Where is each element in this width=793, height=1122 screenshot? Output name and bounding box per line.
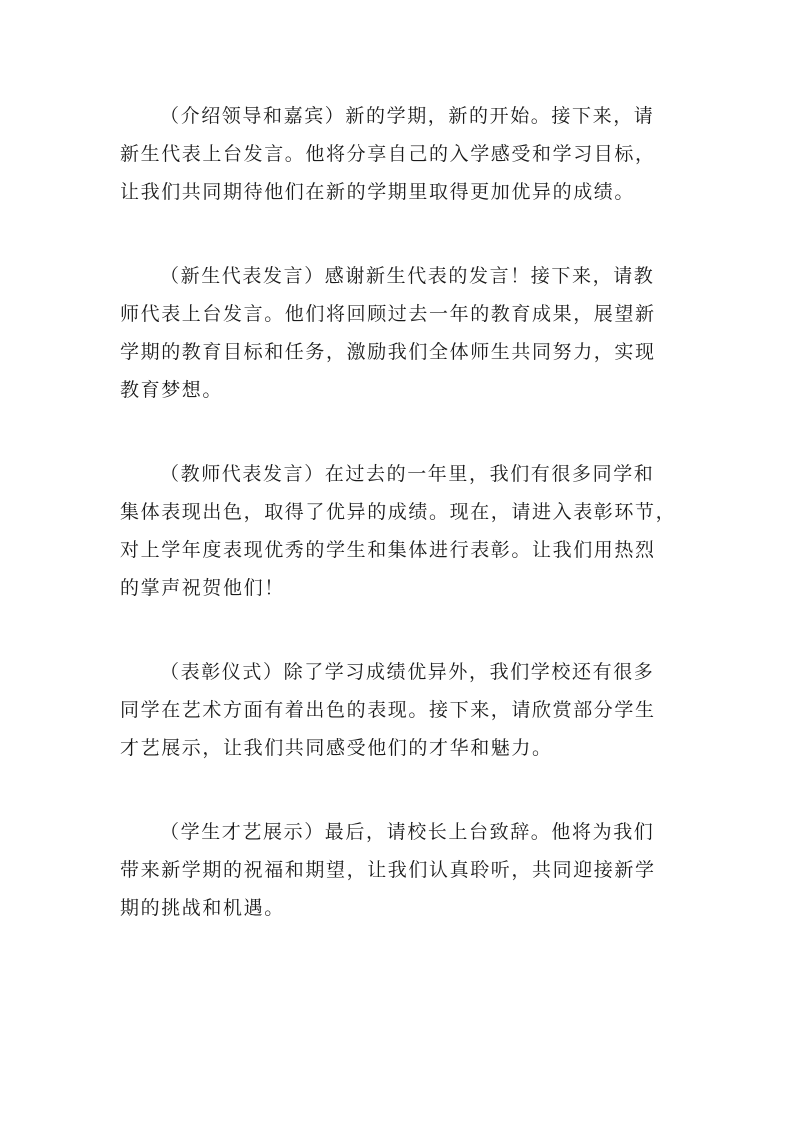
paragraph-line: 新生代表上台发言。他将分享自己的入学感受和学习目标，: [120, 143, 656, 165]
paragraph-line: 的掌声祝贺他们！: [120, 577, 285, 599]
paragraph-line: 学期的教育目标和任务，激励我们全体师生共同努力，实现: [120, 341, 656, 363]
paragraph-line: （新生代表发言）感谢新生代表的发言！接下来，请教: [160, 265, 655, 287]
paragraph-line: （表彰仪式）除了学习成绩优异外，我们学校还有很多: [160, 661, 655, 683]
paragraph-line: 对上学年度表现优秀的学生和集体进行表彰。让我们用热烈: [120, 539, 656, 561]
paragraph-line: 让我们共同期待他们在新的学期里取得更加优异的成绩。: [120, 181, 636, 203]
paragraph-talent-show: [120, 813, 676, 927]
paragraph-line: 才艺展示，让我们共同感受他们的才华和魅力。: [120, 737, 553, 759]
paragraph-line: 教育梦想。: [120, 379, 224, 401]
paragraph-new-student-speech: [120, 257, 676, 409]
paragraph-line: （教师代表发言）在过去的一年里，我们有很多同学和: [160, 463, 655, 485]
paragraph-award-ceremony: [120, 653, 676, 767]
paragraph-introduce-guests: [120, 97, 676, 211]
paragraph-teacher-speech: [120, 455, 676, 607]
paragraph-line: （介绍领导和嘉宾）新的学期，新的开始。接下来，请: [160, 105, 655, 127]
paragraph-line: 同学在艺术方面有着出色的表现。接下来，请欣赏部分学生: [120, 699, 656, 721]
paragraph-line: （学生才艺展示）最后，请校长上台致辞。他将为我们: [160, 821, 655, 843]
paragraph-line: 师代表上台发言。他们将回顾过去一年的教育成果，展望新: [120, 303, 656, 325]
paragraph-line: 期的挑战和机遇。: [120, 897, 285, 919]
paragraph-line: 集体表现出色，取得了优异的成绩。现在，请进入表彰环节，: [120, 501, 677, 523]
paragraph-line: 带来新学期的祝福和期望，让我们认真聆听，共同迎接新学: [120, 859, 656, 881]
document-body: [120, 97, 676, 973]
